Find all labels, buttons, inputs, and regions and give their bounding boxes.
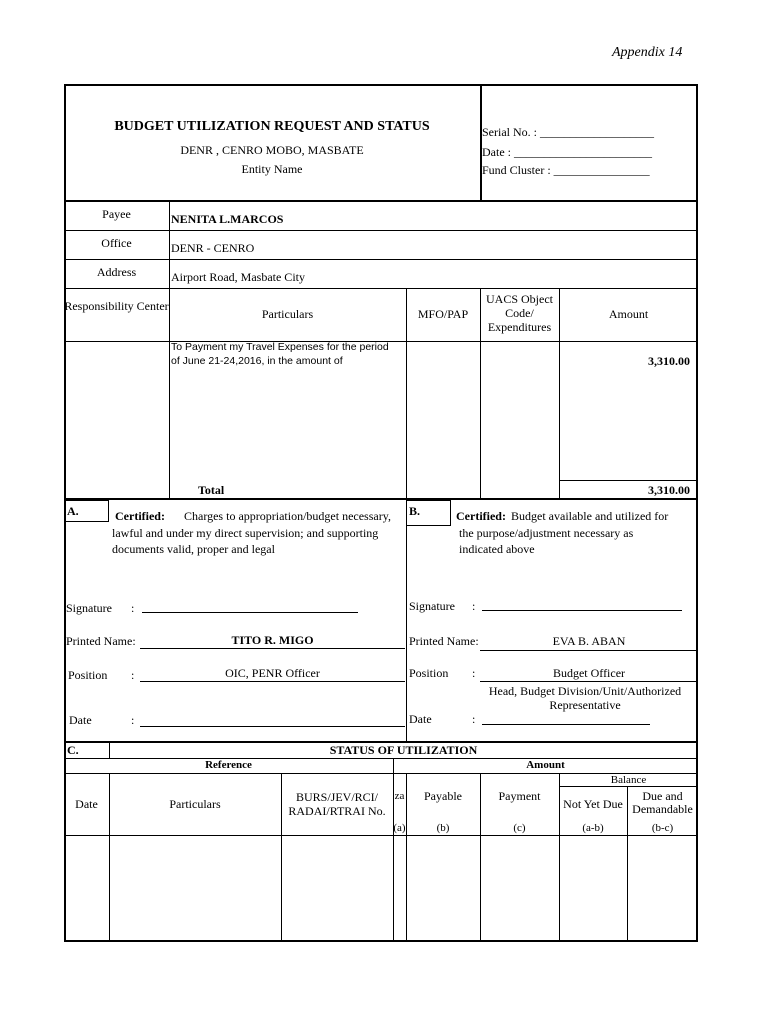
section-b-date-label: Date: [409, 712, 432, 726]
section-b-date-line[interactable]: [482, 724, 650, 725]
section-b-text-1: Budget available and utilized for: [511, 509, 669, 523]
col-responsibility-center: Responsibility Center: [64, 299, 169, 313]
section-b-position-label: Position: [409, 666, 449, 680]
status-col-burs-2: RADAI/RTRAI No.: [288, 804, 386, 818]
section-b-signature-label: Signature: [409, 599, 455, 613]
office-value: DENR - CENRO: [171, 241, 255, 255]
section-a-date-label: Date: [69, 713, 92, 727]
date-field[interactable]: Date : _______________________: [482, 145, 652, 159]
entity-name-label: Entity Name: [241, 162, 303, 176]
section-b-signature-line[interactable]: [482, 610, 682, 611]
status-col-burs-1: BURS/JEV/RCI/: [295, 790, 379, 804]
section-c-reference: Reference: [205, 759, 252, 771]
status-col-particulars: Particulars: [169, 797, 221, 811]
office-label: Office: [101, 236, 132, 250]
particulars-line-2: of June 21-24,2016, in the amount of: [171, 355, 343, 367]
entity-name: DENR , CENRO MOBO, MASBATE: [180, 143, 364, 157]
section-a-position: OIC, PENR Officer: [225, 666, 320, 680]
section-a-signature-label: Signature: [66, 601, 112, 615]
section-c-letter: C.: [67, 743, 79, 757]
section-a-position-label: Position: [68, 668, 108, 682]
form-title: BUDGET UTILIZATION REQUEST AND STATUS: [114, 119, 430, 134]
section-a-certified: Certified:: [115, 509, 165, 523]
fund-cluster-field[interactable]: Fund Cluster : ________________: [482, 163, 650, 177]
status-col-payable: Payable: [424, 789, 462, 803]
section-a-text-2: lawful and under my direct supervision; and supporting: [112, 526, 379, 540]
section-b-printed-name: EVA B. ABAN: [552, 634, 626, 648]
address-label: Address: [96, 265, 137, 279]
total-label: Total: [198, 483, 225, 497]
status-col-a: (a): [393, 822, 406, 834]
total-amount: 3,310.00: [648, 483, 690, 497]
payee-label: Payee: [102, 207, 131, 221]
status-col-due-2: Demandable: [632, 802, 693, 816]
status-col-payment: Payment: [498, 789, 541, 803]
col-particulars: Particulars: [261, 307, 314, 321]
serial-no-field[interactable]: Serial No. : ___________________: [482, 125, 654, 139]
entry-amount: 3,310.00: [648, 354, 690, 368]
section-b-text-2: the purpose/adjustment necessary as: [459, 526, 634, 540]
section-a-signature-line[interactable]: [142, 612, 358, 613]
col-uacs: UACS Object Code/ Expenditures: [486, 292, 553, 334]
section-a-printed-name-label: Printed Name:: [66, 634, 136, 648]
status-col-c: (c): [513, 822, 526, 834]
appendix-label: Appendix 14: [612, 45, 683, 60]
section-c-title: STATUS OF UTILIZATION: [329, 743, 478, 757]
col-mfo-pap: MFO/PAP: [417, 307, 469, 321]
col-amount: Amount: [608, 307, 649, 321]
status-col-a-b: (a-b): [582, 822, 604, 834]
section-c-amount: Amount: [526, 759, 565, 771]
section-b-position-2-line-1: Head, Budget Division/Unit/Authorized: [488, 684, 682, 698]
section-b-letter: B.: [409, 504, 421, 518]
section-a-printed-name: TITO R. MIGO: [231, 633, 314, 647]
section-b-position: Budget Officer: [552, 666, 626, 680]
status-col-utilization: za: [394, 790, 405, 802]
section-b-certified: Certified:: [456, 509, 506, 523]
status-col-b: (b): [436, 822, 450, 834]
status-col-due-1: Due and: [642, 789, 683, 803]
section-a-letter: A.: [67, 504, 79, 518]
section-b-printed-name-label: Printed Name:: [409, 634, 479, 648]
status-col-date: Date: [75, 797, 98, 811]
particulars-line-1: To Payment my Travel Expenses for the period: [171, 341, 389, 353]
address-value: Airport Road, Masbate City: [171, 270, 305, 284]
payee-value: NENITA L.MARCOS: [171, 212, 284, 226]
status-col-b-c: (b-c): [651, 822, 674, 834]
section-b-text-3: indicated above: [459, 542, 535, 556]
status-col-not-yet-due: Not Yet Due: [563, 797, 623, 811]
section-b-position-2-line-2: Representative: [549, 698, 621, 712]
section-a-text-3: documents valid, proper and legal: [112, 542, 275, 556]
section-a-date-line[interactable]: [140, 726, 405, 727]
balance-header: Balance: [610, 774, 647, 786]
section-a-text-1: Charges to appropriation/budget necessary,: [184, 509, 391, 523]
